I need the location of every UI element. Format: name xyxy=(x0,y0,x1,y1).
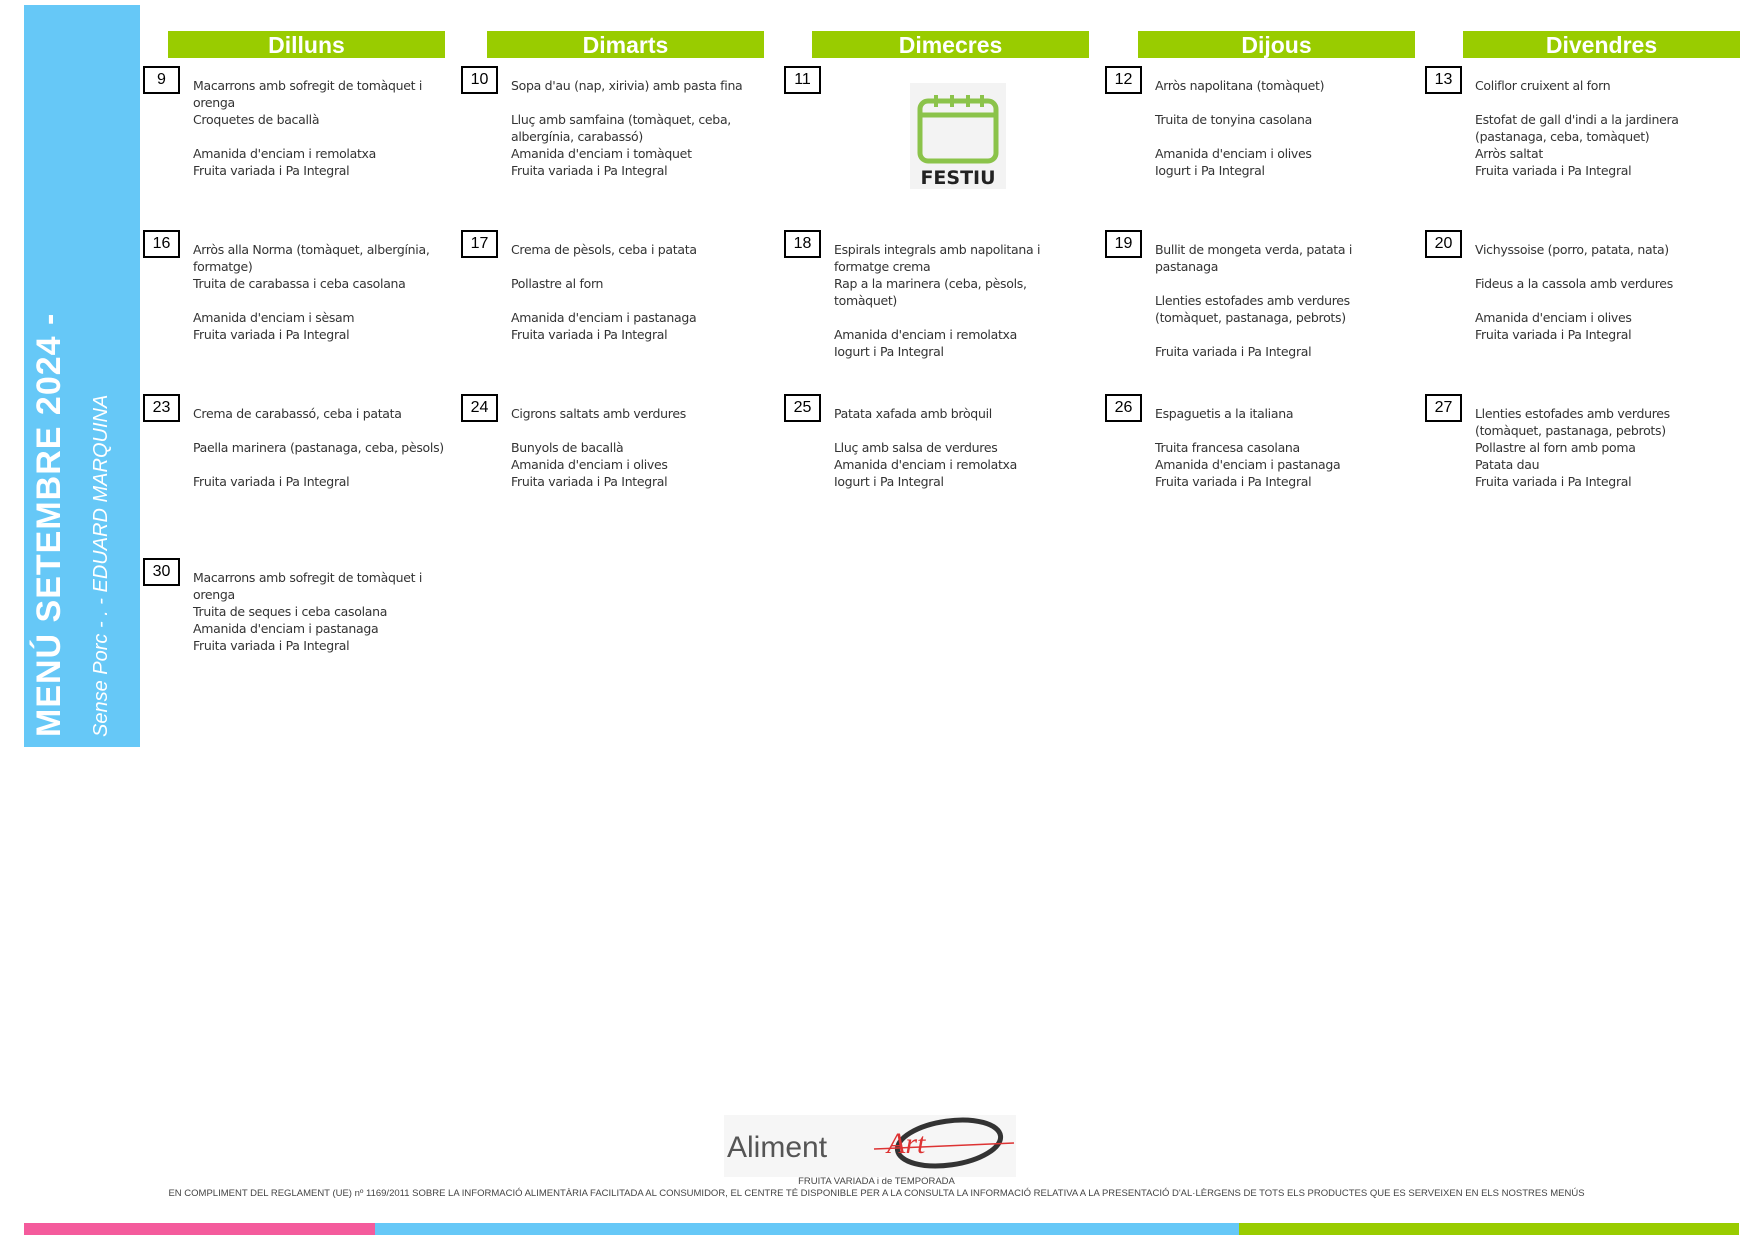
day-number: 24 xyxy=(461,394,498,422)
dish-item: Lluç amb samfaina (tomàquet, ceba, albergínia, carabassó) xyxy=(511,112,731,144)
dish-item: Croquetes de bacallà xyxy=(193,112,320,127)
dish-item xyxy=(193,292,448,309)
day-cell xyxy=(784,66,1084,216)
dish-item: Llenties estofades amb verdures (tomàquet, pastanaga, pebrots) xyxy=(1475,406,1670,438)
dish-item: Espirals integrals amb napolitana i formatge crema xyxy=(834,242,1041,274)
dish-item xyxy=(193,422,448,439)
dish-item: Patata dau xyxy=(1475,457,1540,472)
day-cell xyxy=(143,66,443,216)
day-number: 23 xyxy=(143,394,180,422)
dish-item: Macarrons amb sofregit de tomàquet i orenga xyxy=(193,78,423,110)
dish-item: Pollastre al forn amb poma xyxy=(1475,440,1636,455)
day-number: 11 xyxy=(784,66,821,94)
dish-item: Amanida d'enciam i sèsam xyxy=(193,310,355,325)
holiday-calendar-icon xyxy=(910,83,1006,189)
day-cell xyxy=(1425,394,1725,544)
dish-item: Fruita variada i Pa Integral xyxy=(193,474,350,489)
logo-text: Aliment xyxy=(727,1131,828,1164)
dish-item: Amanida d'enciam i pastanaga xyxy=(193,621,379,636)
dish-item: Pollastre al forn xyxy=(511,276,604,291)
day-cell xyxy=(143,230,443,380)
dish-item: Amanida d'enciam i remolatxa xyxy=(834,327,1018,342)
dish-item: Fruita variada i Pa Integral xyxy=(1475,474,1632,489)
dish-list xyxy=(511,405,766,490)
dish-item: Fruita variada i Pa Integral xyxy=(511,163,668,178)
day-cell xyxy=(461,394,761,544)
day-cell xyxy=(143,394,443,544)
dish-list xyxy=(834,241,1089,360)
dish-item xyxy=(834,422,1089,439)
day-number: 12 xyxy=(1105,66,1142,94)
dish-item: Rap a la marinera (ceba, pèsols, tomàquet) xyxy=(834,276,1027,308)
day-number: 25 xyxy=(784,394,821,422)
dish-list xyxy=(1155,241,1410,360)
sidebar-rotated-text xyxy=(24,5,140,747)
dish-item xyxy=(1475,94,1730,111)
dish-item: Fruita variada i Pa Integral xyxy=(1155,344,1312,359)
dish-item: Iogurt i Pa Integral xyxy=(834,474,944,489)
dish-list xyxy=(511,241,766,343)
holiday-label: FESTIU xyxy=(920,167,996,189)
day-number: 20 xyxy=(1425,230,1462,258)
dish-item xyxy=(511,292,766,309)
dish-item: Arròs alla Norma (tomàquet, albergínia, formatge) xyxy=(193,242,430,274)
dish-item: Amanida d'enciam i olives xyxy=(1475,310,1632,325)
dish-item: Crema de carabassó, ceba i patata xyxy=(193,406,402,421)
dish-item: Fruita variada i Pa Integral xyxy=(1155,474,1312,489)
dish-item: Fruita variada i Pa Integral xyxy=(1475,327,1632,342)
day-number: 19 xyxy=(1105,230,1142,258)
day-cell xyxy=(784,394,1084,544)
dish-item: Espaguetis a la italiana xyxy=(1155,406,1294,421)
dish-item xyxy=(1155,275,1410,292)
dish-item: Iogurt i Pa Integral xyxy=(834,344,944,359)
dish-item: Fruita variada i Pa Integral xyxy=(193,638,350,653)
day-number: 10 xyxy=(461,66,498,94)
day-cell xyxy=(143,558,443,708)
dish-item: Truita francesa casolana xyxy=(1155,440,1300,455)
day-number: 16 xyxy=(143,230,180,258)
dish-list xyxy=(1155,77,1410,179)
dish-list xyxy=(193,241,448,343)
day-header-dimecres: Dimecres xyxy=(812,31,1089,58)
dish-item: Patata xafada amb bròquil xyxy=(834,406,992,421)
dish-item: Bullit de mongeta verda, patata i pastanaga xyxy=(1155,242,1353,274)
dish-item xyxy=(193,128,448,145)
dish-list xyxy=(1475,241,1730,343)
day-header-dijous: Dijous xyxy=(1138,31,1415,58)
dish-item: Estofat de gall d'indi a la jardinera (pastanaga, ceba, tomàquet) xyxy=(1475,112,1679,144)
dish-item: Truita de seques i ceba casolana xyxy=(193,604,388,619)
dish-item: Crema de pèsols, ceba i patata xyxy=(511,242,697,257)
day-number: 27 xyxy=(1425,394,1462,422)
dish-item: Fruita variada i Pa Integral xyxy=(193,327,350,342)
day-header-dilluns: Dilluns xyxy=(168,31,445,58)
sidebar xyxy=(24,5,140,747)
day-cell xyxy=(1425,230,1725,380)
day-cell xyxy=(1105,230,1405,380)
dish-list xyxy=(193,405,448,490)
dish-item: Amanida d'enciam i remolatxa xyxy=(193,146,377,161)
dish-item: Amanida d'enciam i olives xyxy=(511,457,668,472)
dish-item: Paella marinera (pastanaga, ceba, pèsols) xyxy=(193,440,444,455)
dish-item xyxy=(511,422,766,439)
dish-item: Truita de carabassa i ceba casolana xyxy=(193,276,406,291)
dish-item: Amanida d'enciam i olives xyxy=(1155,146,1312,161)
dish-item: Fruita variada i Pa Integral xyxy=(511,474,668,489)
dish-item xyxy=(834,309,1089,326)
day-cell xyxy=(461,230,761,380)
dish-item: Fruita variada i Pa Integral xyxy=(511,327,668,342)
day-header-dimarts: Dimarts xyxy=(487,31,764,58)
dish-list xyxy=(193,77,448,179)
dish-item: Iogurt i Pa Integral xyxy=(1155,163,1265,178)
dish-item: Lluç amb salsa de verdures xyxy=(834,440,998,455)
dish-list xyxy=(1155,405,1410,490)
day-cell xyxy=(784,230,1084,380)
footer-fruit-note: FRUITA VARIADA i de TEMPORADA xyxy=(798,1176,955,1187)
dish-item: Amanida d'enciam i remolatxa xyxy=(834,457,1018,472)
dish-item: Arròs saltat xyxy=(1475,146,1543,161)
dish-item: Macarrons amb sofregit de tomàquet i orenga xyxy=(193,570,423,602)
dish-list xyxy=(1475,405,1730,490)
dish-list xyxy=(193,569,448,654)
day-number: 9 xyxy=(143,66,180,94)
dish-item xyxy=(1155,94,1410,111)
alimentart-logo xyxy=(724,1115,1016,1177)
day-number: 17 xyxy=(461,230,498,258)
dish-item: Amanida d'enciam i pastanaga xyxy=(1155,457,1341,472)
dish-item: Truita de tonyina casolana xyxy=(1155,112,1312,127)
dish-item: Vichyssoise (porro, patata, nata) xyxy=(1475,242,1669,257)
dish-item: Arròs napolitana (tomàquet) xyxy=(1155,78,1325,93)
day-number: 26 xyxy=(1105,394,1142,422)
menu-title: MENÚ SETEMBRE 2024 - xyxy=(30,312,68,737)
dish-item xyxy=(1155,326,1410,343)
logo-script-text: Art xyxy=(887,1127,926,1160)
dish-item: Amanida d'enciam i pastanaga xyxy=(511,310,697,325)
dish-item xyxy=(1475,258,1730,275)
dish-item: Coliflor cruixent al forn xyxy=(1475,78,1611,93)
bottom-bar-pink xyxy=(24,1223,375,1235)
dish-list xyxy=(834,405,1089,490)
dish-item xyxy=(1475,292,1730,309)
footer-legal-notice: EN COMPLIMENT DEL REGLAMENT (UE) nº 1169/2011 SOBRE LA INFORMACIÓ ALIMENTÀRIA FACILITADA AL CONSUMIDOR, EL CENTRE TÉ DISPONIBLE PER A LA CONSULTA LA INFORMACIÓ RELATIVA A LA PRESENTACIÓ D'AL·LÈRGENS DE TOTS ELS PRODUCTES QUE ES SERVEIXEN EN ELS NOSTRES MENÚS xyxy=(168,1188,1585,1199)
day-number: 13 xyxy=(1425,66,1462,94)
day-cell xyxy=(1105,394,1405,544)
day-number: 30 xyxy=(143,558,180,586)
dish-item: Bunyols de bacallà xyxy=(511,440,624,455)
dish-list xyxy=(1475,77,1730,179)
dish-item: Fruita variada i Pa Integral xyxy=(193,163,350,178)
bottom-bar-blue xyxy=(375,1223,1239,1235)
dish-item xyxy=(511,258,766,275)
dish-item xyxy=(1155,128,1410,145)
day-number: 18 xyxy=(784,230,821,258)
dish-item: Cigrons saltats amb verdures xyxy=(511,406,686,421)
dish-item: Fideus a la cassola amb verdures xyxy=(1475,276,1673,291)
dish-list xyxy=(511,77,766,179)
bottom-bar-green xyxy=(1239,1223,1739,1235)
menu-subtitle: Sense Porc - . - EDUARD MARQUINA xyxy=(90,394,112,737)
dish-item: Sopa d'au (nap, xirivia) amb pasta fina xyxy=(511,78,743,93)
dish-item: Amanida d'enciam i tomàquet xyxy=(511,146,692,161)
day-cell xyxy=(1425,66,1725,216)
dish-item xyxy=(1155,422,1410,439)
dish-item: Llenties estofades amb verdures (tomàquet, pastanaga, pebrots) xyxy=(1155,293,1350,325)
dish-item xyxy=(193,456,448,473)
dish-item xyxy=(511,94,766,111)
day-header-divendres: Divendres xyxy=(1463,31,1740,58)
dish-item: Fruita variada i Pa Integral xyxy=(1475,163,1632,178)
day-cell xyxy=(461,66,761,216)
day-cell xyxy=(1105,66,1405,216)
